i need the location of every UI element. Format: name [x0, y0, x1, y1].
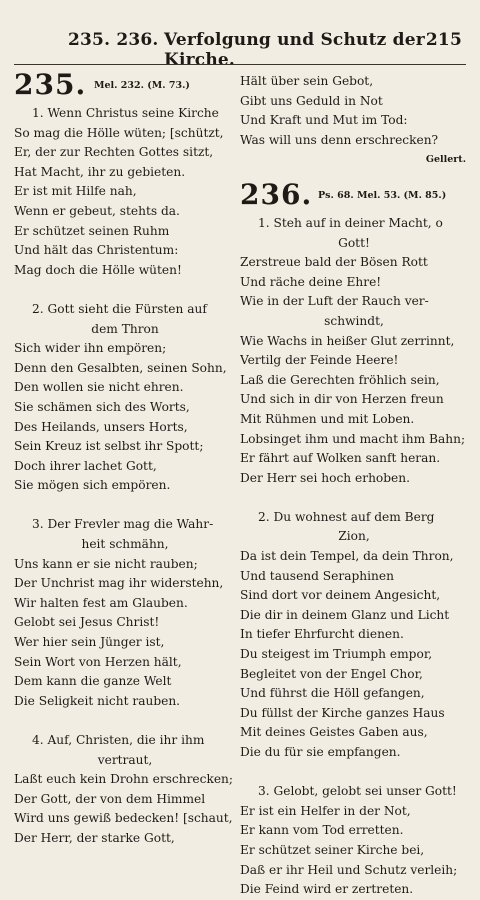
verse-line: Und Kraft und Mut im Tod: — [240, 113, 408, 128]
verse-line: Gott! — [338, 235, 370, 250]
right-column — [240, 72, 468, 900]
verse-line: heit schmähn, — [81, 537, 169, 552]
verse-line: Und räche deine Ehre! — [240, 274, 382, 289]
verse-line: Wir halten fest am Glauben. — [14, 595, 188, 610]
verse-line: Hat Macht, ihr zu gebieten. — [14, 164, 186, 179]
header-hymn-numbers: 235. 236. — [68, 30, 159, 50]
verse-line: Die dir in deinem Glanz und Licht — [240, 607, 450, 622]
left-column — [14, 68, 236, 849]
verse-line: Er fährt auf Wolken sanft heran. — [240, 451, 441, 466]
verse-line: Laß die Gerechten fröhlich sein, — [240, 372, 440, 387]
verse-line: Zerstreue bald der Bösen Rott — [240, 255, 428, 270]
hymn-author: Gellert. — [425, 154, 466, 166]
verse-line: Sie mögen sich empören. — [14, 478, 171, 493]
header-rule — [14, 64, 466, 65]
verse-line: Wenn er gebeut, stehts da. — [14, 203, 180, 218]
stanza-gap — [14, 280, 236, 300]
verse-line: Er, der zur Rechten Gottes sitzt, — [14, 145, 214, 160]
verse-line: Gelobt sei Jesus Christ! — [14, 615, 160, 630]
verse-line: Wie in der Luft der Rauch ver- — [240, 294, 429, 309]
verse-line: In tiefer Ehrfurcht dienen. — [240, 627, 404, 642]
verse-line: Wie Wachs in heißer Glut zerrinnt, — [240, 333, 455, 348]
verse-line: Da ist dein Tempel, da dein Thron, — [240, 549, 454, 564]
verse-line: Sie schämen sich des Worts, — [14, 399, 190, 414]
verse-line: Mit Rühmen und mit Loben. — [240, 411, 415, 426]
verse-line: schwindt, — [324, 313, 384, 328]
hymn-236-heading — [240, 177, 468, 214]
verse-line: Sich wider ihn empören; — [14, 341, 167, 356]
verse-line: Wird uns gewiß bedecken! [schaut, — [14, 811, 233, 826]
header-title: Verfolgung und Schutz der Kirche. — [164, 30, 425, 70]
verse-line: 3. Der Frevler mag die Wahr- — [32, 517, 214, 532]
verse-line: Sein Kreuz ist selbst ihr Spott; — [14, 439, 204, 454]
verse-line: Mit deines Geistes Gaben aus, — [240, 725, 428, 740]
page-header — [14, 30, 466, 70]
verse-line: Lobsinget ihm und macht ihm Bahn; — [240, 431, 466, 446]
verse-line: Des Heilands, unsers Horts, — [14, 419, 188, 434]
verse-line: Du füllst der Kirche ganzes Haus — [240, 705, 445, 720]
verse-line: Du steigest im Triumph empor, — [240, 647, 433, 662]
verse-line: 4. Auf, Christen, die ihr ihm — [32, 733, 205, 747]
verse-line: Er kann vom Tod erretten. — [240, 823, 404, 838]
verse-line: 1. Steh auf in deiner Macht, o — [258, 215, 443, 230]
verse-line: Und hält das Christentum: — [14, 243, 179, 258]
verse-line: Wer hier sein Jünger ist, — [14, 635, 165, 650]
verse-line: Sein Wort von Herzen hält, — [14, 654, 182, 669]
verse-line: Die Seligkeit nicht rauben. — [14, 693, 181, 708]
verse-line: So mag die Hölle wüten; [schützt, — [14, 125, 224, 140]
melody-reference: Mel. 232. (M. 73.) — [94, 80, 190, 91]
verse-line: Er schützet seinen Ruhm — [14, 223, 170, 238]
verse-line: Mag doch die Hölle wüten! — [14, 262, 182, 277]
verse-line: Er ist ein Helfer in der Not, — [240, 803, 411, 818]
hymn-235-heading — [14, 68, 236, 104]
verse-line: Sind dort vor deinem Angesicht, — [240, 588, 441, 603]
verse-line: Zion, — [338, 529, 370, 544]
verse-line: vertraut, — [97, 752, 153, 767]
stanza-gap — [14, 711, 236, 731]
verse-line: 2. Gott sieht die Fürsten auf — [32, 301, 207, 316]
verse-line: Daß er ihr Heil und Schutz verleih; — [240, 862, 458, 877]
verse-line: Der Herr sei hoch erhoben. — [240, 470, 410, 485]
stanza-gap — [240, 488, 468, 508]
hymn-number: 236. — [240, 177, 313, 211]
verse-line: Vertilg der Feinde Heere! — [240, 353, 399, 368]
verse-line: Der Unchrist mag ihr widerstehn, — [14, 576, 224, 591]
verse-line: Hält über sein Gebot, — [240, 74, 374, 88]
hymn-number: 235. — [14, 68, 87, 101]
verse-line: Der Gott, der von dem Himmel — [14, 791, 206, 806]
verse-line: Laßt euch kein Drohn erschrecken; — [14, 772, 233, 787]
verse-line: dem Thron — [91, 321, 159, 336]
verse-line: Doch ihrer lachet Gott, — [14, 458, 157, 473]
verse-line: Er ist mit Hilfe nah, — [14, 184, 137, 199]
verse-line: Und führst die Höll gefangen, — [240, 686, 425, 701]
page-number: 215 — [425, 30, 462, 50]
verse-line: Gibt uns Geduld in Not — [240, 93, 383, 108]
verse-line: Den wollen sie nicht ehren. — [14, 380, 184, 395]
verse-line: 2. Du wohnest auf dem Berg — [258, 509, 435, 524]
stanza-gap — [14, 496, 236, 516]
verse-line: Und tausend Seraphinen — [240, 568, 394, 583]
verse-line: Die du für sie empfangen. — [240, 745, 401, 759]
verse-line: Begleitet von der Engel Chor, — [240, 666, 423, 681]
verse-line: Und sich in dir von Herzen freun — [240, 392, 444, 407]
verse-line: Der Herr, der starke Gott, — [14, 830, 175, 845]
verse-line: Dem kann die ganze Welt — [14, 674, 172, 689]
verse-line: 1. Wenn Christus seine Kirche — [32, 106, 219, 120]
verse-line: 3. Gelobt, gelobt sei unser Gott! — [258, 784, 457, 799]
verse-line: Was will uns denn erschrecken? — [240, 132, 439, 147]
verse-line: Uns kann er sie nicht rauben; — [14, 556, 198, 571]
verse-line: Die Feind wird er zertreten. — [240, 882, 414, 897]
melody-reference: Ps. 68. Mel. 53. (M. 85.) — [318, 189, 447, 201]
stanza-gap — [240, 763, 468, 783]
verse-line: Denn den Gesalbten, seinen Sohn, — [14, 360, 227, 375]
verse-line: Er schützet seiner Kirche bei, — [240, 842, 425, 857]
